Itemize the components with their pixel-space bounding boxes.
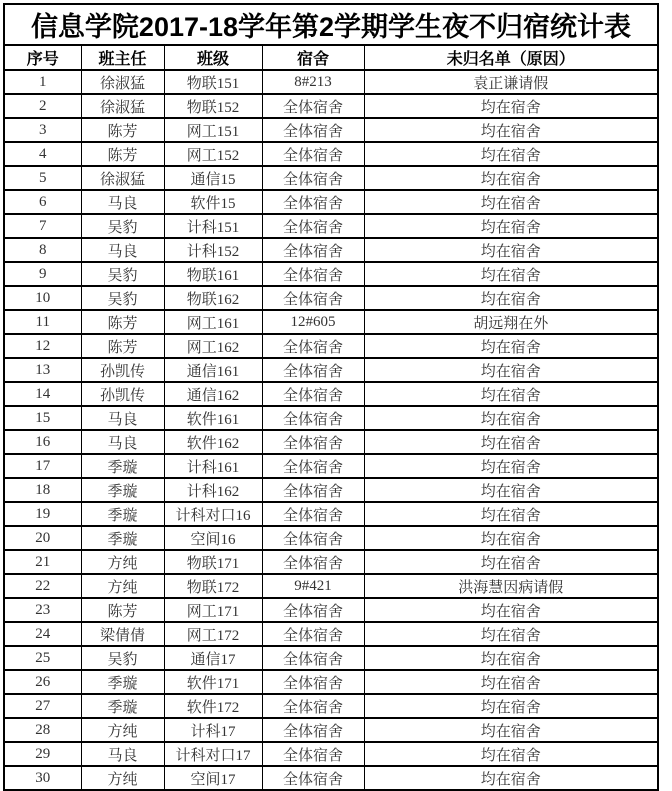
table-body <box>4 70 658 790</box>
absence-reason-cell: 均在宿舍 <box>364 694 658 718</box>
table-row <box>4 694 658 718</box>
teacher-name-cell: 吴豹 <box>81 646 164 670</box>
absence-reason-cell: 均在宿舍 <box>364 430 658 454</box>
title-row <box>4 4 658 45</box>
table-row <box>4 646 658 670</box>
class-name-cell: 计科161 <box>164 454 262 478</box>
class-name-cell: 计科151 <box>164 214 262 238</box>
table-row <box>4 166 658 190</box>
column-header-dorm-value: 宿舍 <box>262 45 364 70</box>
table-row <box>4 454 658 478</box>
absence-reason-cell: 均在宿舍 <box>364 262 658 286</box>
teacher-name-cell: 梁倩倩 <box>81 622 164 646</box>
teacher-name-cell: 马良 <box>81 238 164 262</box>
absence-reason-cell: 均在宿舍 <box>364 382 658 406</box>
absence-reason-cell: 均在宿舍 <box>364 718 658 742</box>
dorm-value-cell: 全体宿舍 <box>262 358 364 382</box>
class-name-cell: 软件15 <box>164 190 262 214</box>
teacher-name-cell: 孙凯传 <box>81 358 164 382</box>
class-name-cell: 空间17 <box>164 766 262 790</box>
teacher-name-cell: 陈芳 <box>81 310 164 334</box>
absence-reason-cell: 均在宿舍 <box>364 622 658 646</box>
absence-reason-cell: 洪海慧因病请假 <box>364 574 658 598</box>
class-name-cell: 软件171 <box>164 670 262 694</box>
dorm-value-cell: 全体宿舍 <box>262 286 364 310</box>
dorm-value-cell: 全体宿舍 <box>262 166 364 190</box>
row-number-cell: 18 <box>4 478 81 502</box>
table-row <box>4 526 658 550</box>
row-number-cell: 19 <box>4 502 81 526</box>
teacher-name-cell: 徐淑猛 <box>81 94 164 118</box>
class-name-cell: 计科对口17 <box>164 742 262 766</box>
teacher-name-cell: 陈芳 <box>81 118 164 142</box>
row-number-cell: 11 <box>4 310 81 334</box>
absence-reason-cell: 均在宿舍 <box>364 166 658 190</box>
teacher-name-cell: 方纯 <box>81 766 164 790</box>
teacher-name-cell: 陈芳 <box>81 142 164 166</box>
class-name-cell: 物联162 <box>164 286 262 310</box>
dorm-value-cell: 全体宿舍 <box>262 262 364 286</box>
table-row <box>4 430 658 454</box>
dorm-value-cell: 全体宿舍 <box>262 550 364 574</box>
header-row <box>4 45 658 70</box>
absence-reason-cell: 胡远翔在外 <box>364 310 658 334</box>
row-number-cell: 27 <box>4 694 81 718</box>
dorm-value-cell: 全体宿舍 <box>262 118 364 142</box>
absence-reason-cell: 均在宿舍 <box>364 286 658 310</box>
row-number-cell: 30 <box>4 766 81 790</box>
teacher-name-cell: 季璇 <box>81 526 164 550</box>
absence-reason-cell: 均在宿舍 <box>364 118 658 142</box>
teacher-name-cell: 吴豹 <box>81 286 164 310</box>
teacher-name-cell: 季璇 <box>81 454 164 478</box>
dorm-value-cell: 全体宿舍 <box>262 670 364 694</box>
dorm-value-cell: 全体宿舍 <box>262 334 364 358</box>
dorm-value-cell: 全体宿舍 <box>262 430 364 454</box>
absence-reason-cell: 均在宿舍 <box>364 142 658 166</box>
class-name-cell: 物联152 <box>164 94 262 118</box>
absence-reason-cell: 均在宿舍 <box>364 766 658 790</box>
table-row <box>4 286 658 310</box>
teacher-name-cell: 季璇 <box>81 670 164 694</box>
absence-reason-cell: 均在宿舍 <box>364 646 658 670</box>
row-number-cell: 6 <box>4 190 81 214</box>
table-row <box>4 334 658 358</box>
table-row <box>4 310 658 334</box>
table-row <box>4 718 658 742</box>
row-number-cell: 23 <box>4 598 81 622</box>
column-header-teacher-name: 班主任 <box>81 45 164 70</box>
class-name-cell: 物联161 <box>164 262 262 286</box>
absence-reason-cell: 均在宿舍 <box>364 502 658 526</box>
row-number-cell: 20 <box>4 526 81 550</box>
page-title: 信息学院2017-18学年第2学期学生夜不归宿统计表 <box>4 4 658 45</box>
table-row <box>4 598 658 622</box>
dorm-value-cell: 8#213 <box>262 70 364 94</box>
dorm-value-cell: 9#421 <box>262 574 364 598</box>
column-header-absence-reason: 未归名单（原因） <box>364 45 658 70</box>
dorm-value-cell: 全体宿舍 <box>262 622 364 646</box>
absence-reason-cell: 均在宿舍 <box>364 478 658 502</box>
dorm-value-cell: 全体宿舍 <box>262 406 364 430</box>
absence-reason-cell: 均在宿舍 <box>364 214 658 238</box>
dorm-value-cell: 12#605 <box>262 310 364 334</box>
absence-reason-cell: 均在宿舍 <box>364 550 658 574</box>
teacher-name-cell: 徐淑猛 <box>81 166 164 190</box>
table-row <box>4 382 658 406</box>
absence-reason-cell: 均在宿舍 <box>364 94 658 118</box>
dorm-value-cell: 全体宿舍 <box>262 190 364 214</box>
row-number-cell: 29 <box>4 742 81 766</box>
absence-reason-cell: 均在宿舍 <box>364 670 658 694</box>
absence-reason-cell: 均在宿舍 <box>364 598 658 622</box>
teacher-name-cell: 季璇 <box>81 694 164 718</box>
class-name-cell: 物联151 <box>164 70 262 94</box>
dorm-value-cell: 全体宿舍 <box>262 742 364 766</box>
class-name-cell: 计科152 <box>164 238 262 262</box>
dorm-value-cell: 全体宿舍 <box>262 382 364 406</box>
table-row <box>4 238 658 262</box>
absence-reason-cell: 均在宿舍 <box>364 454 658 478</box>
column-header-row-number: 序号 <box>4 45 81 70</box>
row-number-cell: 15 <box>4 406 81 430</box>
row-number-cell: 2 <box>4 94 81 118</box>
dorm-value-cell: 全体宿舍 <box>262 766 364 790</box>
teacher-name-cell: 季璇 <box>81 502 164 526</box>
class-name-cell: 网工171 <box>164 598 262 622</box>
table-row <box>4 142 658 166</box>
row-number-cell: 10 <box>4 286 81 310</box>
dorm-value-cell: 全体宿舍 <box>262 142 364 166</box>
row-number-cell: 4 <box>4 142 81 166</box>
row-number-cell: 7 <box>4 214 81 238</box>
dorm-value-cell: 全体宿舍 <box>262 718 364 742</box>
dorm-value-cell: 全体宿舍 <box>262 694 364 718</box>
class-name-cell: 物联172 <box>164 574 262 598</box>
teacher-name-cell: 方纯 <box>81 550 164 574</box>
dorm-value-cell: 全体宿舍 <box>262 214 364 238</box>
row-number-cell: 9 <box>4 262 81 286</box>
row-number-cell: 5 <box>4 166 81 190</box>
table-row <box>4 574 658 598</box>
row-number-cell: 1 <box>4 70 81 94</box>
teacher-name-cell: 马良 <box>81 406 164 430</box>
absence-reason-cell: 均在宿舍 <box>364 526 658 550</box>
teacher-name-cell: 陈芳 <box>81 598 164 622</box>
class-name-cell: 通信162 <box>164 382 262 406</box>
row-number-cell: 21 <box>4 550 81 574</box>
teacher-name-cell: 吴豹 <box>81 214 164 238</box>
row-number-cell: 8 <box>4 238 81 262</box>
class-name-cell: 网工152 <box>164 142 262 166</box>
class-name-cell: 计科162 <box>164 478 262 502</box>
class-name-cell: 网工172 <box>164 622 262 646</box>
absence-statistics-table <box>3 3 659 791</box>
teacher-name-cell: 季璇 <box>81 478 164 502</box>
table-row <box>4 94 658 118</box>
dorm-value-cell: 全体宿舍 <box>262 526 364 550</box>
class-name-cell: 空间16 <box>164 526 262 550</box>
row-number-cell: 25 <box>4 646 81 670</box>
dorm-value-cell: 全体宿舍 <box>262 454 364 478</box>
absence-reason-cell: 均在宿舍 <box>364 742 658 766</box>
table-row <box>4 550 658 574</box>
absence-reason-cell: 均在宿舍 <box>364 358 658 382</box>
row-number-cell: 12 <box>4 334 81 358</box>
table-row <box>4 70 658 94</box>
class-name-cell: 网工161 <box>164 310 262 334</box>
dorm-value-cell: 全体宿舍 <box>262 598 364 622</box>
dorm-value-cell: 全体宿舍 <box>262 94 364 118</box>
absence-reason-cell: 均在宿舍 <box>364 190 658 214</box>
row-number-cell: 22 <box>4 574 81 598</box>
row-number-cell: 28 <box>4 718 81 742</box>
dorm-value-cell: 全体宿舍 <box>262 478 364 502</box>
teacher-name-cell: 方纯 <box>81 574 164 598</box>
row-number-cell: 26 <box>4 670 81 694</box>
table-row <box>4 262 658 286</box>
class-name-cell: 计科17 <box>164 718 262 742</box>
absence-reason-cell: 均在宿舍 <box>364 334 658 358</box>
absence-reason-cell: 袁正谦请假 <box>364 70 658 94</box>
teacher-name-cell: 马良 <box>81 742 164 766</box>
absence-reason-cell: 均在宿舍 <box>364 238 658 262</box>
table-row <box>4 766 658 790</box>
teacher-name-cell: 吴豹 <box>81 262 164 286</box>
teacher-name-cell: 方纯 <box>81 718 164 742</box>
table-row <box>4 118 658 142</box>
dorm-value-cell: 全体宿舍 <box>262 238 364 262</box>
class-name-cell: 网工162 <box>164 334 262 358</box>
table-row <box>4 406 658 430</box>
table-row <box>4 190 658 214</box>
row-number-cell: 3 <box>4 118 81 142</box>
class-name-cell: 软件161 <box>164 406 262 430</box>
teacher-name-cell: 马良 <box>81 190 164 214</box>
class-name-cell: 通信161 <box>164 358 262 382</box>
row-number-cell: 16 <box>4 430 81 454</box>
absence-reason-cell: 均在宿舍 <box>364 406 658 430</box>
table-row <box>4 214 658 238</box>
column-header-class-name: 班级 <box>164 45 262 70</box>
class-name-cell: 计科对口16 <box>164 502 262 526</box>
table-row <box>4 742 658 766</box>
dorm-value-cell: 全体宿舍 <box>262 502 364 526</box>
table-row <box>4 670 658 694</box>
teacher-name-cell: 孙凯传 <box>81 382 164 406</box>
row-number-cell: 13 <box>4 358 81 382</box>
class-name-cell: 软件172 <box>164 694 262 718</box>
class-name-cell: 网工151 <box>164 118 262 142</box>
teacher-name-cell: 徐淑猛 <box>81 70 164 94</box>
table-row <box>4 502 658 526</box>
class-name-cell: 通信15 <box>164 166 262 190</box>
teacher-name-cell: 马良 <box>81 430 164 454</box>
class-name-cell: 软件162 <box>164 430 262 454</box>
table-row <box>4 622 658 646</box>
table-row <box>4 358 658 382</box>
row-number-cell: 17 <box>4 454 81 478</box>
row-number-cell: 24 <box>4 622 81 646</box>
dorm-value-cell: 全体宿舍 <box>262 646 364 670</box>
class-name-cell: 通信17 <box>164 646 262 670</box>
table-row <box>4 478 658 502</box>
class-name-cell: 物联171 <box>164 550 262 574</box>
teacher-name-cell: 陈芳 <box>81 334 164 358</box>
row-number-cell: 14 <box>4 382 81 406</box>
